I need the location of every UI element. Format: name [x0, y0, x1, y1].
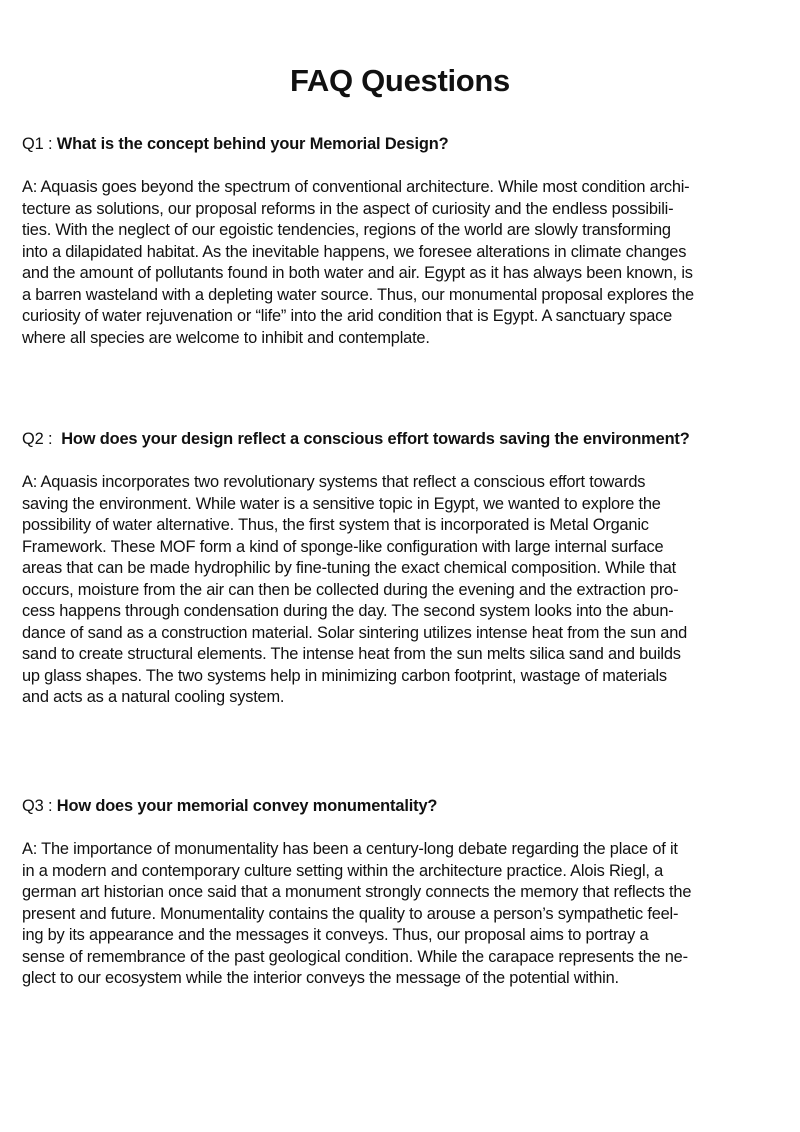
answer-2-line: dance of sand as a construction material. Solar sintering utilizes intense heat from the sun and [22, 623, 688, 642]
answer-3-line: present and future. Monumentality contains the quality to arouse a person’s sympathetic feel- [22, 904, 679, 923]
answer-3-line: sense of remembrance of the past geological condition. While the carapace represents the ne- [22, 947, 688, 966]
answer-2 [22, 472, 792, 709]
answer-3 [22, 839, 792, 990]
answer-2-line: saving the environment. While water is a sensitive topic in Egypt, we wanted to explore the [22, 494, 661, 513]
answer-1-line: and the amount of pollutants found in both water and air. Egypt as it has always been known, is [22, 264, 693, 282]
answer-2-line: and acts as a natural cooling system. [22, 688, 285, 706]
page-title: FAQ Questions [289, 62, 511, 98]
answer-2-line: possibility of water alternative. Thus, the first system that is incorporated is Metal Organic [22, 516, 649, 534]
answer-3-line: german art historian once said that a monument strongly connects the memory that reflects the [22, 883, 692, 901]
answer-1 [22, 177, 792, 349]
answer-3-line: A: The importance of monumentality has been a century-long debate regarding the place of it [22, 840, 678, 858]
answer-2-line: Framework. These MOF form a kind of sponge-like configuration with large internal surface [22, 537, 664, 556]
question-1 [22, 133, 792, 155]
answer-1-line: a barren wasteland with a depleting water source. Thus, our monumental proposal explores the [22, 285, 694, 304]
faq-item-3 [22, 795, 792, 990]
answer-1-line: into a dilapidated habitat. As the inevitable happens, we foresee alterations in climate changes [22, 242, 687, 261]
question-3-label: Q3 : [22, 797, 57, 815]
answer-3-line: glect to our ecosystem while the interior conveys the message of the potential within. [22, 969, 619, 987]
answer-3-line: in a modern and contemporary culture setting within the architecture practice. Alois Riegl, a [22, 861, 664, 880]
answer-1-line: curiosity of water rejuvenation or “life” into the arid condition that is Egypt. A sanctuary space [22, 307, 673, 325]
answer-1-line: ties. With the neglect of our egoistic tendencies, regions of the world are slowly transforming [22, 221, 671, 239]
answer-2-line: cess happens through condensation during the day. The second system looks into the abun- [22, 602, 674, 620]
answer-2-line: occurs, moisture from the air can then be collected during the evening and the extraction pro- [22, 580, 679, 599]
faq-item-2 [22, 428, 792, 709]
answer-2-line: areas that can be made hydrophilic by fine-tuning the exact chemical composition. While that [22, 559, 676, 577]
question-3-text: How does your memorial convey monumentality? [56, 797, 438, 815]
question-2-text: How does your design reflect a conscious effort towards saving the environment? [61, 430, 690, 448]
question-3 [22, 795, 792, 817]
question-2 [22, 428, 792, 450]
question-2-label: Q2 : [22, 430, 62, 448]
question-1-text: What is the concept behind your Memorial Design? [56, 135, 449, 153]
answer-2-line: A: Aquasis incorporates two revolutionary systems that reflect a conscious effort towards [22, 473, 646, 491]
faq-item-1 [22, 133, 792, 349]
answer-1-line: A: Aquasis goes beyond the spectrum of conventional architecture. While most condition archi- [22, 178, 690, 196]
answer-2-line: sand to create structural elements. The intense heat from the sun melts silica sand and builds [22, 645, 681, 663]
question-1-label: Q1 : [22, 135, 57, 153]
answer-3-line: ing by its appearance and the messages it conveys. Thus, our proposal aims to portray a [22, 926, 649, 944]
answer-1-line: tecture as solutions, our proposal reforms in the aspect of curiosity and the endless possibili- [22, 199, 674, 218]
answer-2-line: up glass shapes. The two systems help in minimizing carbon footprint, wastage of materials [22, 666, 667, 685]
answer-1-line: where all species are welcome to inhibit and contemplate. [22, 328, 430, 347]
